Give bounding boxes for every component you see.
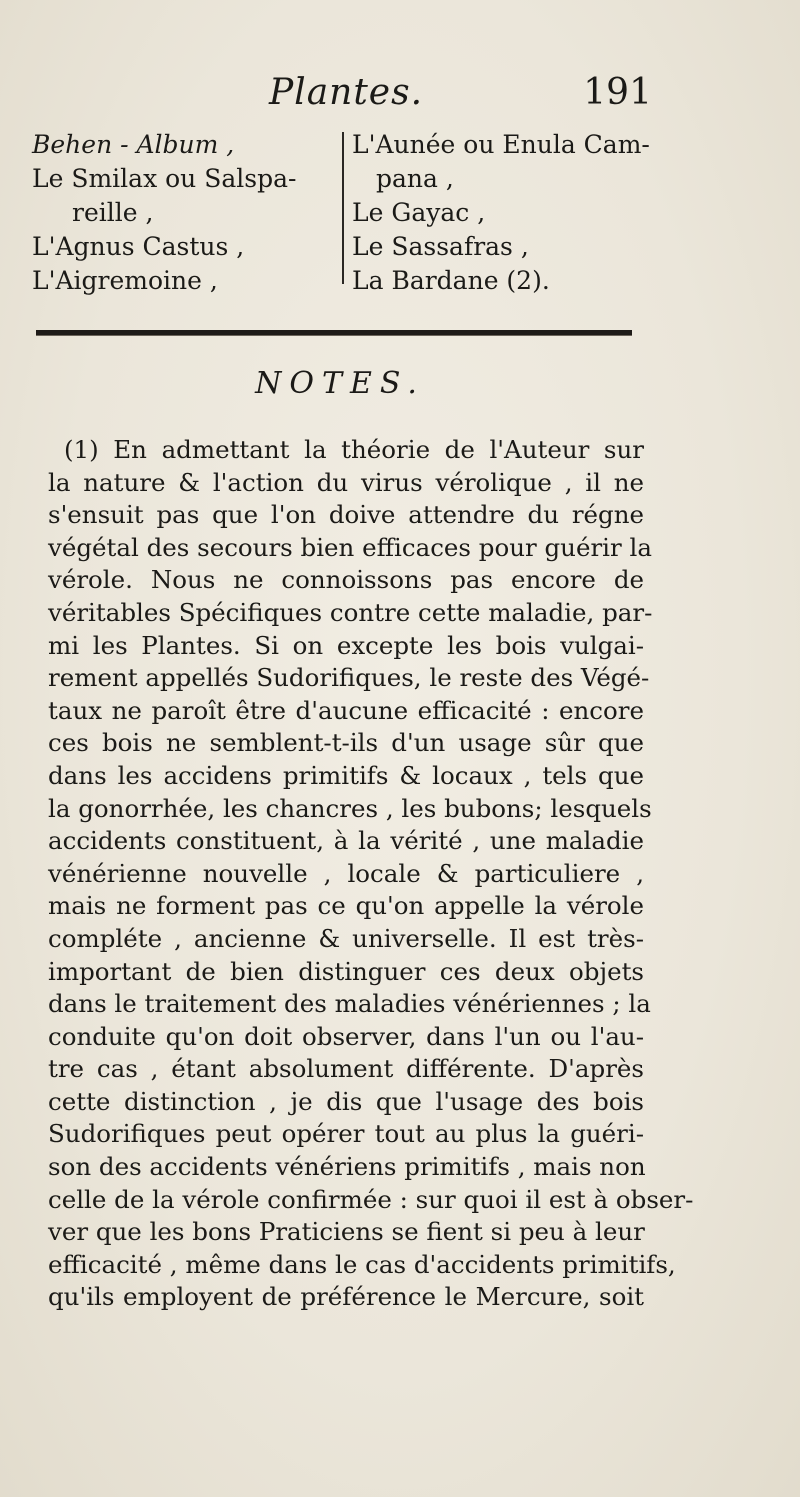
plant-list-left-column [32, 128, 340, 298]
note-line: accidents constituent, à la vérité , une maladie [48, 826, 644, 856]
note-body [48, 434, 694, 1314]
plant-list-item: Le Gayac , [352, 198, 486, 227]
plant-list-right-column [352, 128, 652, 298]
plant-list-item: reille , [72, 198, 154, 227]
note-line: (1) En admettant la théorie de l'Auteur sur [64, 435, 644, 464]
plant-list-item: L'Aunée ou Enula Cam- [352, 130, 650, 159]
note-line: véritables Spécifiques contre cette maladie, par- [48, 597, 653, 627]
note-line: rement appellés Sudorifiques, le reste des Végé- [48, 663, 650, 693]
running-title: Plantes. [268, 72, 424, 113]
note-line: conduite qu'on doit observer, dans l'un ou l'au- [48, 1021, 644, 1051]
plant-list-item: L'Aigremoine , [32, 266, 218, 295]
note-line: vénérienne nouvelle , locale & particuliere , [48, 858, 644, 888]
page-number: 191 [583, 72, 652, 113]
note-line: s'ensuit pas que l'on doive attendre du régne [48, 500, 644, 530]
note-line: mi les Plantes. Si on excepte les bois vulgai- [48, 630, 644, 660]
notes-heading: NOTES. [255, 366, 425, 401]
note-line: dans les accidens primitifs & locaux , tels que [48, 760, 644, 790]
note-line: ces bois ne semblent-t-ils d'un usage sûr que [48, 728, 644, 758]
note-line: cette distinction , je dis que l'usage des bois [48, 1086, 644, 1116]
plant-list-item: L'Agnus Castus , [32, 232, 245, 261]
note-line: efficacité , même dans le cas d'accidents primitifs, [48, 1249, 676, 1279]
column-divider [342, 132, 344, 284]
plant-list-item: Le Sassafras , [352, 232, 529, 261]
section-rule [36, 330, 632, 336]
note-line: son des accidents vénériens primitifs , mais non [48, 1152, 646, 1182]
note-line: ver que les bons Praticiens se fient si peu à leur [48, 1217, 645, 1247]
running-head [40, 72, 652, 116]
note-line: important de bien distinguer ces deux objets [48, 956, 644, 986]
note-line: taux ne paroît être d'aucune efficacité : encore [48, 695, 644, 725]
note-line: la nature & l'action du virus vérolique , il ne [48, 467, 644, 497]
note-line: vérole. Nous ne connoissons pas encore de [48, 565, 644, 595]
note-line: mais ne forment pas ce qu'on appelle la vérole [48, 891, 644, 921]
plant-list-item: La Bardane (2). [352, 266, 550, 295]
note-line: dans le traitement des maladies vénériennes ; la [48, 989, 651, 1019]
plant-list-item: Behen - Album , [32, 130, 235, 159]
note-line: celle de la vérole confirmée : sur quoi il est à obser- [48, 1184, 694, 1214]
note-line: tre cas , étant absolument différente. D'après [48, 1054, 644, 1084]
note-line: la gonorrhée, les chancres , les bubons; lesquels [48, 793, 652, 823]
plant-list-item: Le Smilax ou Salspa- [32, 164, 297, 193]
plant-list [32, 128, 650, 295]
note-line: compléte , ancienne & universelle. Il est très- [48, 923, 644, 953]
note-line: qu'ils employent de préférence le Mercure, soit [48, 1282, 644, 1312]
plant-list-item: pana , [376, 164, 454, 193]
note-line: Sudorifiques peut opérer tout au plus la guéri- [48, 1119, 644, 1149]
note-line: végétal des secours bien efficaces pour guérir la [48, 532, 652, 562]
